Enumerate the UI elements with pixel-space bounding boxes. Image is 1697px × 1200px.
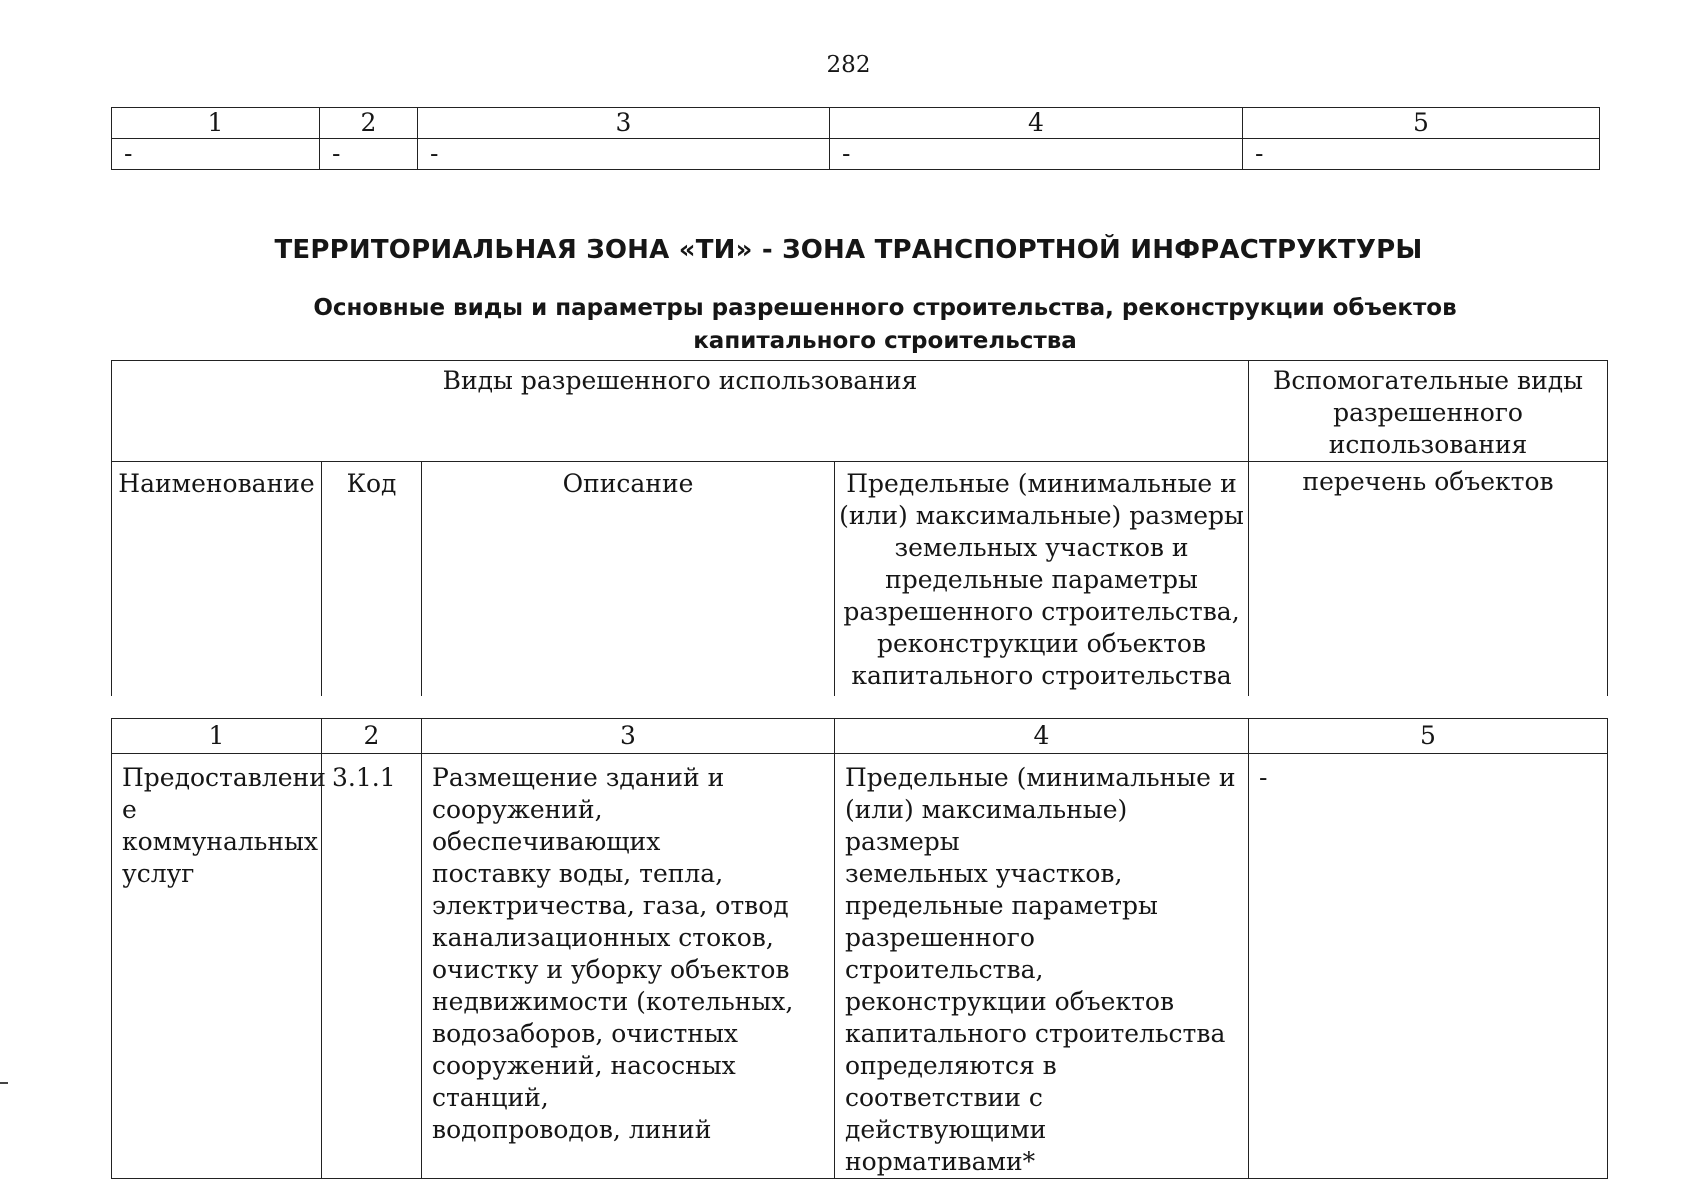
scan-mark bbox=[0, 1082, 8, 1084]
column-number: 2 bbox=[320, 108, 418, 139]
use-description-cell: Размещение зданий и сооружений, обеспечивающих поставку воды, тепла, электричества, газа, отвод канализационных стоков, очистку и уборку объектов недвижимости (котельных, водозаборов, очистных сооружений, насосных станций, водопроводов, линий bbox=[422, 754, 835, 1179]
header-table bbox=[111, 360, 1608, 696]
use-limits-cell: Предельные (минимальные и (или) максимальные) размеры земельных участков, предельные параметры разрешенного строительства, реконструкции объектов капитального строительства определяются в соответствии с действующими нормативами* bbox=[835, 754, 1249, 1179]
table-cell: - bbox=[830, 139, 1243, 170]
column-number: 2 bbox=[322, 719, 422, 754]
column-header-description: Описание bbox=[422, 462, 835, 697]
use-code-cell: 3.1.1 bbox=[322, 754, 422, 1179]
column-number: 4 bbox=[835, 719, 1249, 754]
column-header-limits: Предельные (минимальные и (или) максимальные) размеры земельных участков и предельные параметры разрешенного строительства, реконструкции объектов капитального строительства bbox=[835, 462, 1249, 697]
column-number: 5 bbox=[1243, 108, 1600, 139]
column-header-objects: перечень объектов bbox=[1249, 462, 1608, 697]
column-number: 5 bbox=[1249, 719, 1608, 754]
section-subtitle: Основные виды и параметры разрешенного строительства, реконструкции объектов капитального строительства bbox=[313, 295, 1457, 354]
page-number: 282 bbox=[826, 52, 871, 78]
column-number: 3 bbox=[422, 719, 835, 754]
auxiliary-uses-header: Вспомогательные виды разрешенного использования bbox=[1249, 361, 1608, 462]
zone-title: ТЕРРИТОРИАЛЬНАЯ ЗОНА «ТИ» - ЗОНА ТРАНСПОРТНОЙ ИНФРАСТРУКТУРЫ bbox=[274, 235, 1423, 265]
table-cell: - bbox=[112, 139, 320, 170]
table-cell: - bbox=[418, 139, 830, 170]
main-table bbox=[111, 718, 1608, 1179]
column-header-name: Наименование bbox=[112, 462, 322, 697]
column-number: 3 bbox=[418, 108, 830, 139]
table-header-row bbox=[112, 361, 1608, 462]
continuation-table bbox=[111, 107, 1600, 170]
use-name-cell: Предоставлени е коммунальных услуг bbox=[112, 754, 322, 1179]
table-header-row bbox=[112, 462, 1608, 697]
table-cell: - bbox=[1243, 139, 1600, 170]
column-number: 1 bbox=[112, 108, 320, 139]
column-header-code: Код bbox=[322, 462, 422, 697]
table-row bbox=[112, 139, 1600, 170]
table-header-row bbox=[112, 719, 1608, 754]
table-row bbox=[112, 754, 1608, 1179]
use-objects-cell: - bbox=[1249, 754, 1608, 1179]
permitted-uses-header: Виды разрешенного использования bbox=[112, 361, 1249, 462]
column-number: 4 bbox=[830, 108, 1243, 139]
column-number: 1 bbox=[112, 719, 322, 754]
table-header-row bbox=[112, 108, 1600, 139]
table-cell: - bbox=[320, 139, 418, 170]
